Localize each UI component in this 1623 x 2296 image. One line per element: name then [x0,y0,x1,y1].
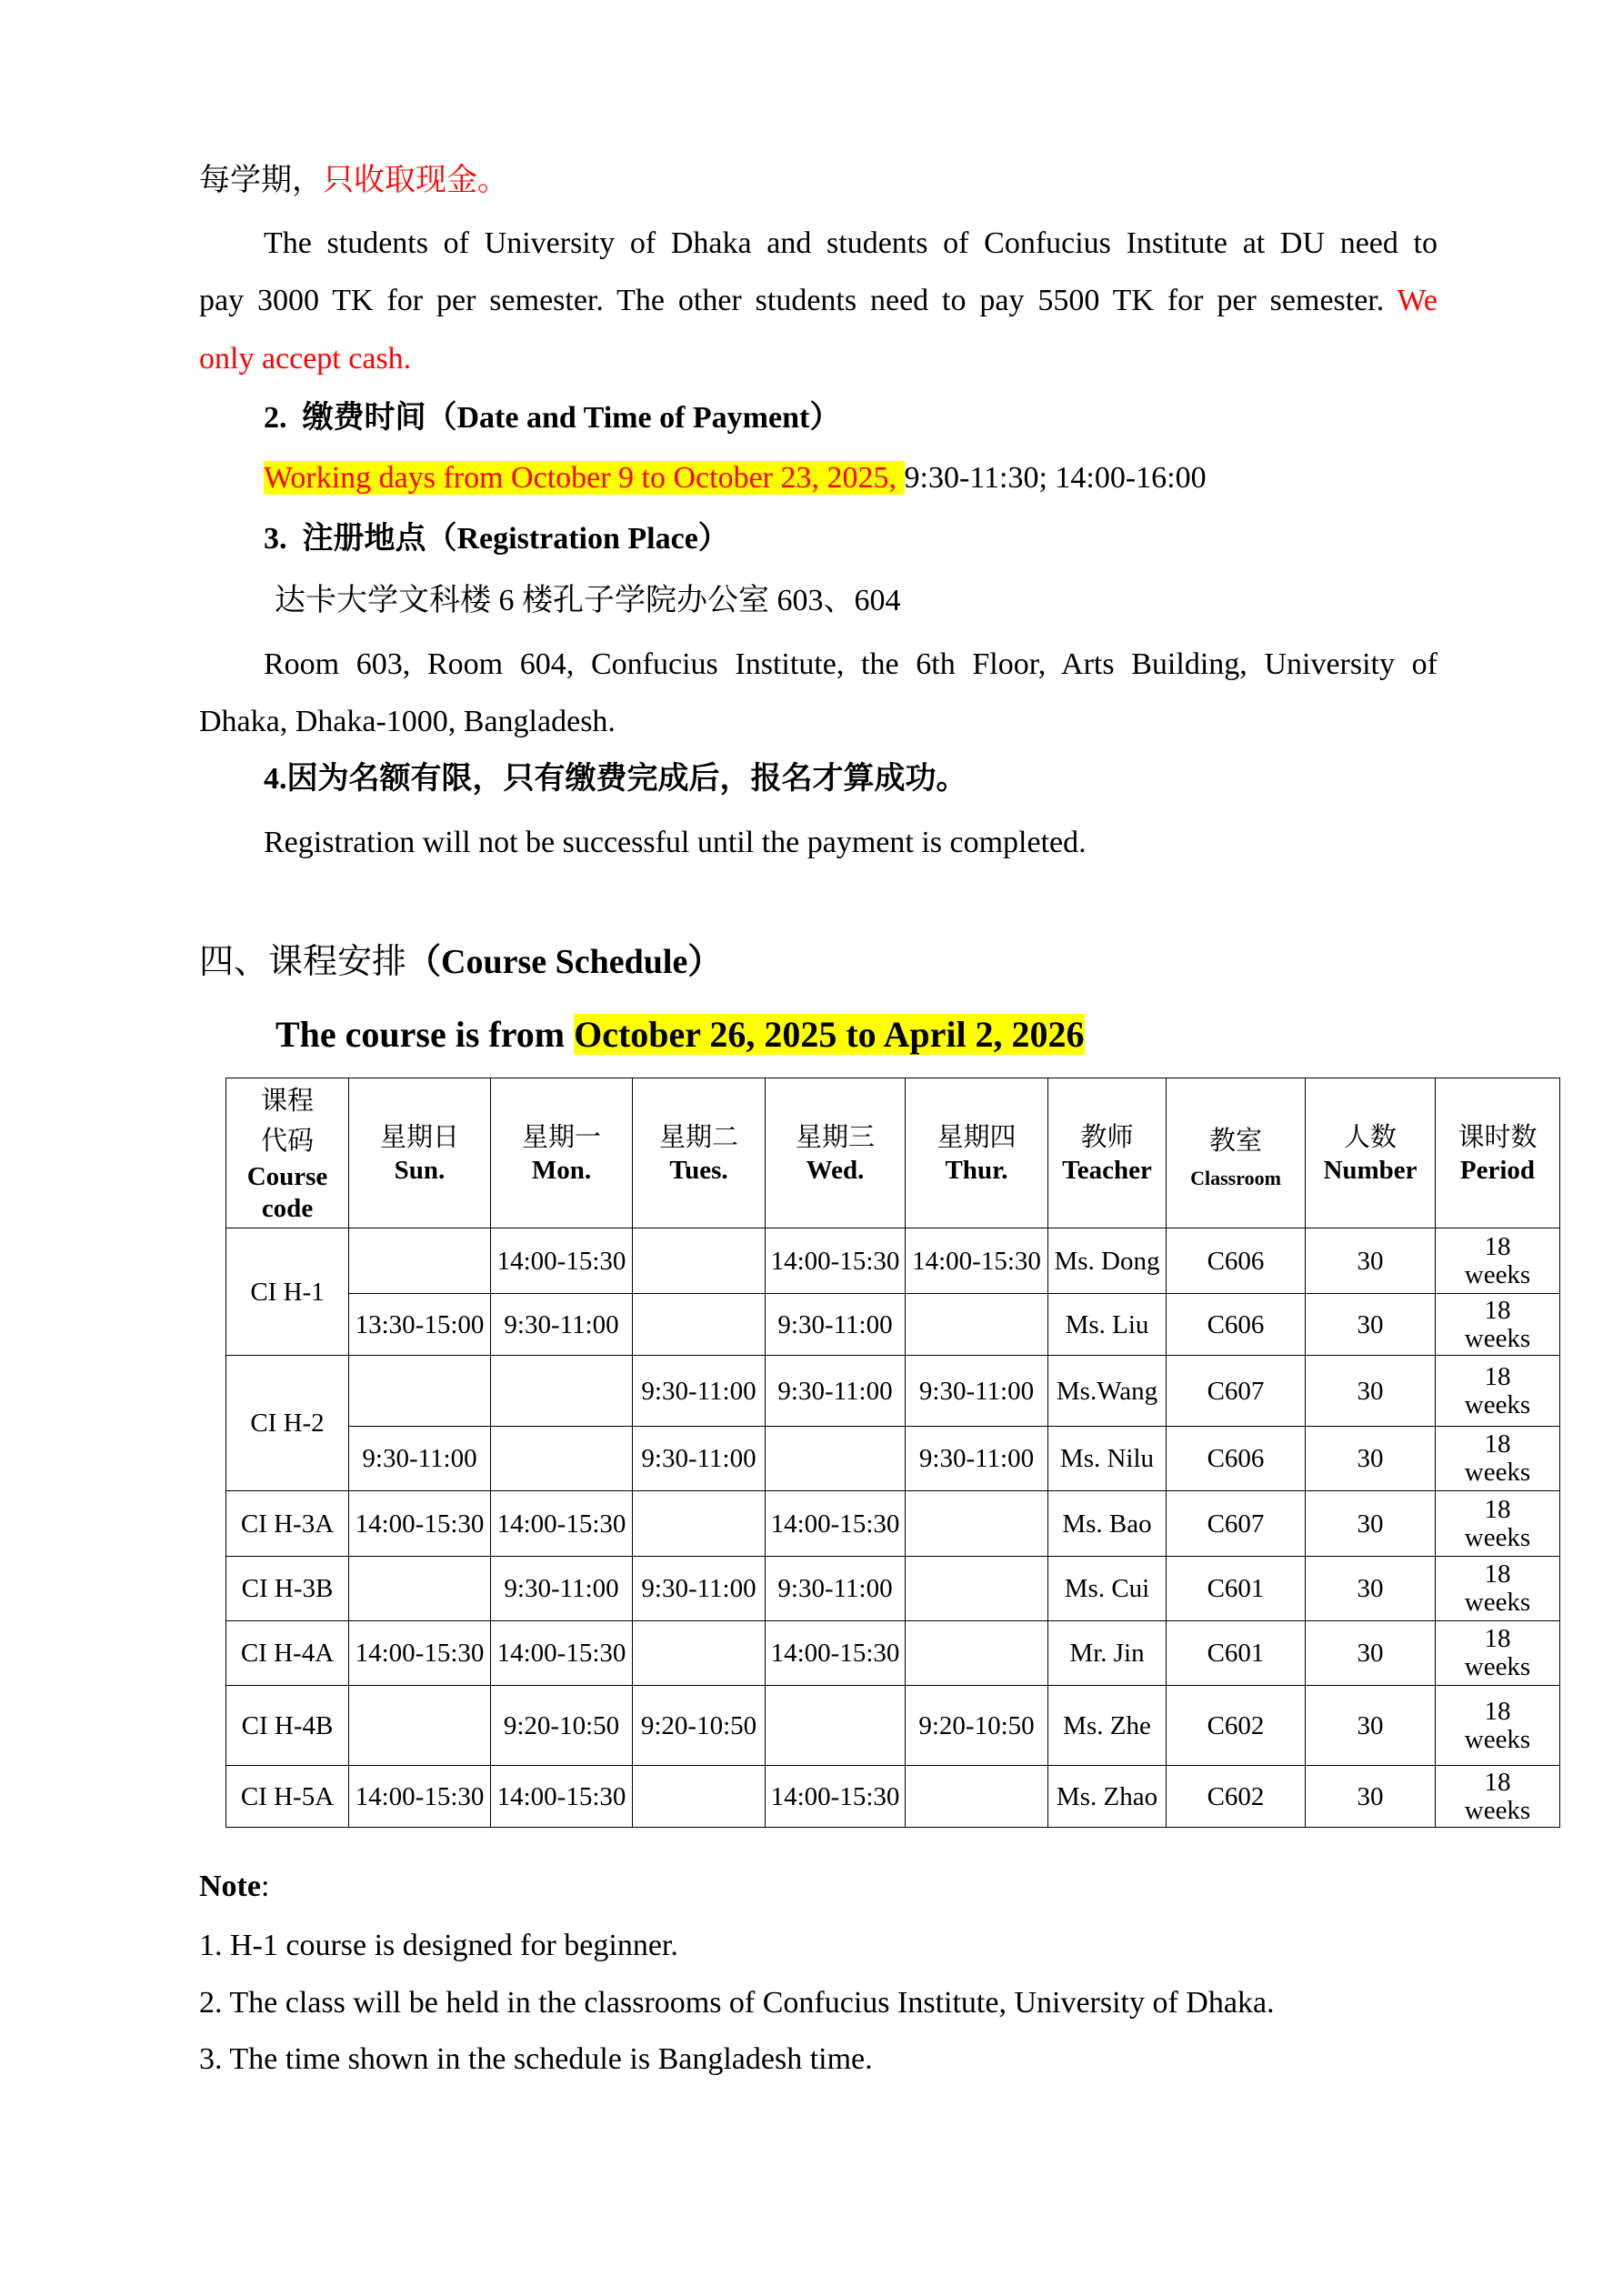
table-row [226,1294,1560,1356]
cell-tuesday [633,1491,766,1557]
course-code: CI H-3B [226,1557,349,1621]
schedule-heading [199,940,1438,984]
header-en-label: Thur. [945,1156,1008,1185]
header-en-label: Tues. [669,1156,728,1185]
header-period [1436,1078,1560,1228]
cell-tuesday: 9:30-11:00 [633,1427,766,1491]
note-label-line [199,1868,1438,1905]
cell-teacher: Ms. Bao [1048,1491,1167,1557]
header-en-label: Number [1323,1156,1418,1185]
cell-thursday: 9:30-11:00 [906,1356,1048,1427]
cell-classroom: C607 [1167,1356,1306,1427]
header-en-label: Sun. [394,1156,446,1185]
cell-number: 30 [1306,1356,1436,1427]
period-value: 18 [1484,1767,1511,1797]
header-en-label: code [261,1194,314,1223]
cell-monday: 14:00-15:30 [491,1228,633,1294]
period-value: 18 [1484,1494,1511,1524]
header-cn-label: 星期二 [658,1123,738,1152]
cell-wednesday [766,1686,906,1766]
period-value: 18 [1484,1231,1511,1261]
header-number [1306,1078,1436,1228]
period-value: 18 [1484,1295,1511,1325]
table-row [226,1228,1560,1294]
cell-period [1436,1557,1560,1621]
header-cn-label: 星期三 [795,1123,875,1152]
cell-number: 30 [1306,1766,1436,1828]
header-teacher [1048,1078,1167,1228]
period-unit: weeks [1464,1522,1531,1552]
header-cn-label: 教师 [1080,1123,1134,1152]
table-row [226,1621,1560,1686]
header-cn-label: 代码 [260,1127,314,1156]
schedule-table [225,1078,1560,1828]
fee-cn-line [199,162,1438,199]
cell-sunday [349,1686,491,1766]
period-value: 18 [1484,1696,1511,1726]
note-label: Note [199,1870,261,1903]
header-cn-label: 星期一 [521,1123,601,1152]
cell-monday: 14:00-15:30 [491,1621,633,1686]
note-item: 2. The class will be held in the classrooms of Confucius Institute, University of Dhaka. [199,1986,1275,2020]
cell-number: 30 [1306,1427,1436,1491]
note-item: 3. The time shown in the schedule is Bangladesh time. [199,2042,873,2076]
cell-thursday [906,1491,1048,1557]
cell-thursday: 9:20-10:50 [906,1686,1048,1766]
period-value: 18 [1484,1559,1511,1589]
payment-time-line [264,459,1438,496]
payment-hours: 9:30-11:30; 14:00-16:00 [904,461,1207,495]
cell-number: 30 [1306,1557,1436,1621]
header-monday [491,1078,633,1228]
header-sunday [349,1078,491,1228]
cell-teacher: Ms.Wang [1048,1356,1167,1427]
course-code: CI H-2 [226,1356,349,1491]
cell-classroom: C601 [1167,1557,1306,1621]
cell-teacher: Mr. Jin [1048,1621,1167,1686]
cell-wednesday [766,1427,906,1491]
cell-thursday: 9:30-11:00 [906,1427,1048,1491]
cell-sunday: 14:00-15:30 [349,1621,491,1686]
cell-teacher: Ms. Zhe [1048,1686,1167,1766]
period-unit: weeks [1464,1795,1531,1825]
fee-cn-cash-only: 只收取现金。 [323,164,508,197]
header-cn-label: 人数 [1343,1123,1397,1152]
cell-monday: 9:30-11:00 [491,1294,633,1356]
cell-tuesday [633,1766,766,1828]
note-colon: : [260,1870,270,1903]
cell-sunday: 9:30-11:00 [349,1427,491,1491]
course-code: CI H-3A [226,1491,349,1557]
course-code: CI H-5A [226,1766,349,1828]
place-heading: 3. 注册地点（Registration Place） [264,522,729,556]
cell-classroom: C607 [1167,1491,1306,1557]
cell-wednesday: 9:30-11:00 [766,1294,906,1356]
period-unit: weeks [1464,1724,1531,1754]
schedule-table-header [226,1078,1560,1228]
cell-tuesday [633,1294,766,1356]
fee-en-line-3: only accept cash. [199,342,412,376]
payment-dates: Working days from October 9 to October 23, 2025, [264,461,905,495]
table-row [226,1427,1560,1491]
cell-thursday: 14:00-15:30 [906,1228,1048,1294]
course-code: CI H-4A [226,1621,349,1686]
header-en-label: Classroom [1190,1167,1281,1189]
period-unit: weeks [1464,1458,1531,1487]
fee-en-cash-only-start: We [1397,284,1438,317]
period-unit: weeks [1464,1259,1531,1289]
place-address-cn: 达卡大学文科楼 6 楼孔子学院办公室 603、604 [275,584,901,617]
course-period-line [276,1014,1514,1056]
cell-teacher: Ms. Cui [1048,1557,1167,1621]
cell-monday [491,1356,633,1427]
header-cn-label: 星期日 [379,1123,459,1152]
schedule-table-body [226,1228,1560,1828]
header-en-label: Period [1459,1156,1536,1185]
table-row [226,1491,1560,1557]
header-wednesday [766,1078,906,1228]
header-course-code [226,1078,349,1228]
cell-wednesday: 14:00-15:30 [766,1491,906,1557]
cell-tuesday [633,1228,766,1294]
cell-sunday [349,1228,491,1294]
note-item: 1. H-1 course is designed for beginner. [199,1929,678,1962]
cell-period [1436,1427,1560,1491]
table-row [226,1356,1560,1427]
cell-period [1436,1491,1560,1557]
cell-tuesday: 9:20-10:50 [633,1686,766,1766]
notice-cn: 4.因为名额有限，只有缴费完成后，报名才算成功。 [264,762,967,796]
cell-sunday: 14:00-15:30 [349,1491,491,1557]
cell-period [1436,1686,1560,1766]
notice-en: Registration will not be successful until the payment is completed. [264,826,1087,859]
table-row [226,1686,1560,1766]
cell-thursday [906,1557,1048,1621]
cell-wednesday: 9:30-11:00 [766,1356,906,1427]
place-address-en-line-1: Room 603, Room 604, Confucius Institute, the 6th Floor, Arts Building, University of [264,647,1438,681]
cell-classroom: C602 [1167,1686,1306,1766]
cell-wednesday: 9:30-11:00 [766,1557,906,1621]
cell-period [1436,1356,1560,1427]
cell-monday: 14:00-15:30 [491,1766,633,1828]
header-tuesday [633,1078,766,1228]
header-cn-label: 星期四 [937,1123,1017,1152]
header-en-label: Mon. [531,1156,592,1185]
cell-classroom: C602 [1167,1766,1306,1828]
cell-teacher: Ms. Liu [1048,1294,1167,1356]
cell-sunday [349,1557,491,1621]
course-code: CI H-1 [226,1228,349,1356]
cell-classroom: C606 [1167,1294,1306,1356]
cell-thursday [906,1766,1048,1828]
cell-number: 30 [1306,1491,1436,1557]
cell-classroom: C606 [1167,1228,1306,1294]
cell-tuesday: 9:30-11:00 [633,1356,766,1427]
cell-wednesday: 14:00-15:30 [766,1766,906,1828]
header-en-label: Course [246,1162,328,1191]
cell-teacher: Ms. Dong [1048,1228,1167,1294]
cell-tuesday: 9:30-11:00 [633,1557,766,1621]
place-address-en-line-2: Dhaka, Dhaka-1000, Bangladesh. [199,705,616,738]
period-unit: weeks [1464,1652,1531,1681]
cell-sunday: 14:00-15:30 [349,1766,491,1828]
payment-heading: 2. 缴费时间（Date and Time of Payment） [264,401,841,435]
cell-thursday [906,1294,1048,1356]
cell-monday [491,1427,633,1491]
cell-wednesday: 14:00-15:30 [766,1228,906,1294]
cell-number: 30 [1306,1621,1436,1686]
period-unit: weeks [1464,1389,1531,1419]
cell-sunday: 13:30-15:00 [349,1294,491,1356]
fee-en-line-1: The students of University of Dhaka and students of Confucius Institute at DU need to [264,226,1438,260]
cell-period [1436,1228,1560,1294]
cell-monday: 9:30-11:00 [491,1557,633,1621]
period-unit: weeks [1464,1588,1531,1617]
header-en-label: Wed. [806,1156,865,1185]
fee-cn-text: 每学期， [199,164,323,197]
header-en-label: Teacher [1062,1156,1152,1185]
fee-en-text: pay 3000 TK for per semester. The other students need to pay 5500 TK for per semester. [199,284,1398,317]
cell-wednesday: 14:00-15:30 [766,1621,906,1686]
period-value: 18 [1484,1429,1511,1459]
table-row [226,1557,1560,1621]
header-classroom [1167,1078,1306,1228]
cell-classroom: C601 [1167,1621,1306,1686]
period-value: 18 [1484,1624,1511,1653]
cell-monday: 14:00-15:30 [491,1491,633,1557]
cell-sunday [349,1356,491,1427]
cell-teacher: Ms. Nilu [1048,1427,1167,1491]
fee-en-line-2 [199,282,1438,319]
cell-period [1436,1766,1560,1828]
cell-period [1436,1294,1560,1356]
header-cn-label: 教室 [1208,1127,1262,1156]
cell-tuesday [633,1621,766,1686]
period-unit: weeks [1464,1323,1531,1353]
schedule-heading-cn: 四、课程安排 [199,943,407,981]
course-period-intro: The course is from [276,1014,575,1055]
cell-number: 30 [1306,1294,1436,1356]
header-cn-label: 课时数 [1458,1123,1538,1152]
cell-classroom: C606 [1167,1427,1306,1491]
header-cn-label: 课程 [260,1087,314,1116]
course-code: CI H-4B [226,1686,349,1766]
cell-number: 30 [1306,1228,1436,1294]
course-period-dates: October 26, 2025 to April 2, 2026 [574,1014,1085,1055]
cell-number: 30 [1306,1686,1436,1766]
cell-thursday [906,1621,1048,1686]
header-thursday [906,1078,1048,1228]
table-row [226,1766,1560,1828]
period-value: 18 [1484,1361,1511,1391]
cell-teacher: Ms. Zhao [1048,1766,1167,1828]
schedule-heading-en: （Course Schedule） [406,943,723,981]
cell-monday: 9:20-10:50 [491,1686,633,1766]
header-row [226,1078,1560,1228]
cell-period [1436,1621,1560,1686]
